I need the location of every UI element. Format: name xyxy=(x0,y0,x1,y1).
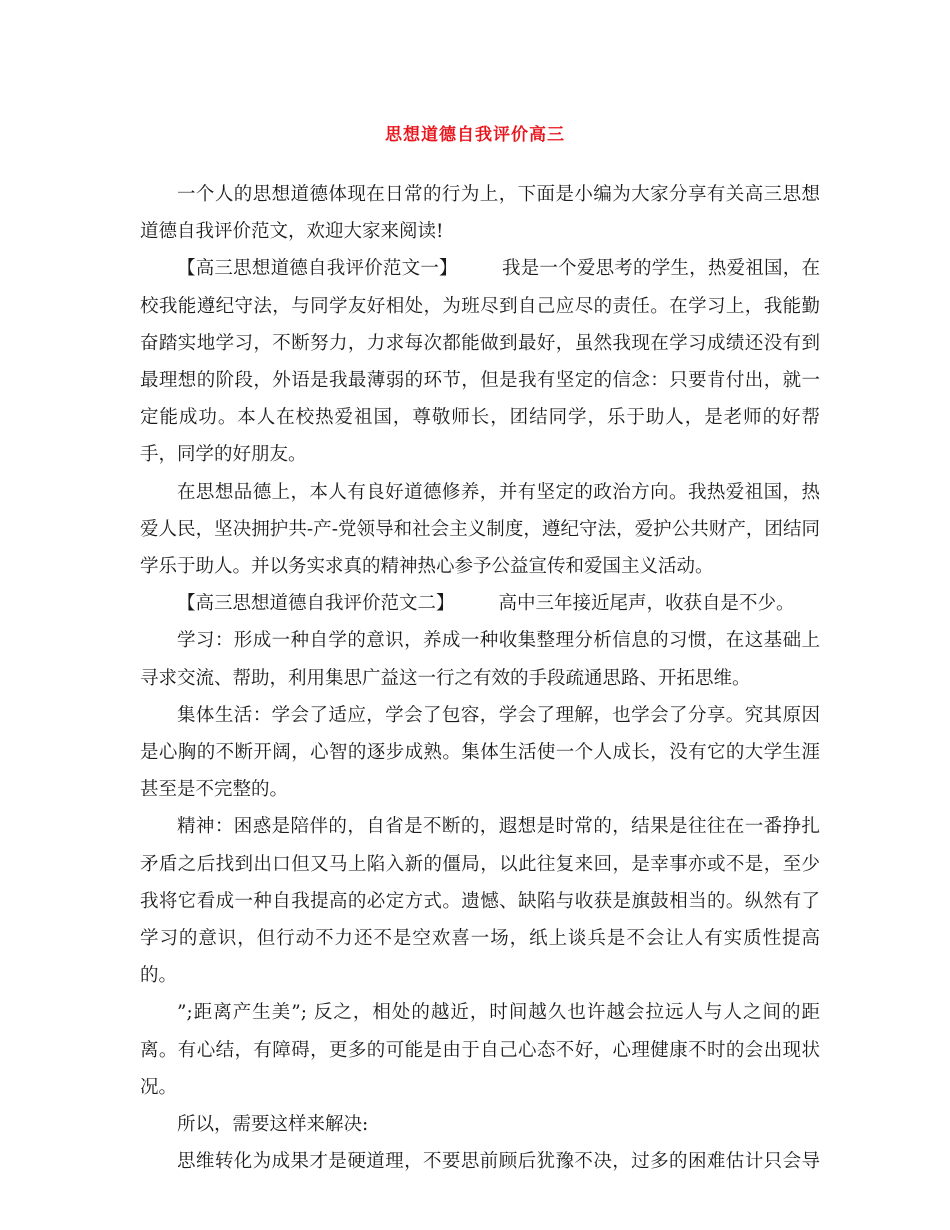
distance-paragraph: ”;距离产生美”; 反之，相处的越近，时间越久也许越会拉远人与人之间的距离。有心结，有障碍，更多的可能是由于自己心态不好，心理健康不时的会出现状况。 xyxy=(140,1002,820,1098)
document-body xyxy=(140,176,820,1180)
spirit-paragraph: 精神：困惑是陪伴的，自省是不断的，遐想是时常的，结果是往往在一番挣扎矛盾之后找到出口但又马上陷入新的僵局，以此往复来回，是幸事亦或不是，至少我将它看成一种自我提高的必定方式。遗憾、缺陷与收获是旗鼓相当的。纵然有了学习的意识，但行动不力还不是空欢喜一场，纸上谈兵是不会让人有实质性提高的。 xyxy=(140,816,820,987)
sample1-paragraph xyxy=(140,250,820,473)
sample2-text: 高中三年接近尾声，收获自是不少。 xyxy=(498,593,795,615)
ideology-paragraph: 在思想品德上，本人有良好道德修养，并有坚定的政治方向。我热爱祖国，热爱人民，坚决拥护共-产-党领导和社会主义制度，遵纪守法，爱护公共财产，团结同学乐于助人。并以务实求真的精神热心参予公益宣传和爱国主义活动。 xyxy=(140,481,820,578)
intro-paragraph: 一个人的思想道德体现在日常的行为上，下面是小编为大家分享有关高三思想道德自我评价范文，欢迎大家来阅读! xyxy=(140,184,820,243)
last-paragraph: 思维转化为成果才是硬道理，不要思前顾后犹豫不决，过多的困难估计只会导 xyxy=(177,1151,820,1173)
study-paragraph: 学习：形成一种自学的意识，养成一种收集整理分析信息的习惯，在这基础上寻求交流、帮助，利用集思广益这一行之有效的手段疏通思路、开拓思维。 xyxy=(140,630,820,689)
sample1-text: 我是一个爱思考的学生，热爱祖国，在校我能遵纪守法，与同学友好相处，为班尽到自己应尽的责任。在学习上，我能勤奋踏实地学习，不断努力，力求每次都能做到最好，虽然我现在学习成绩还没有到最理想的阶段，外语是我最薄弱的环节，但是我有坚定的信念：只要肯付出，就一定能成功。本人在校热爱祖国，尊敬师长，团结同学，乐于助人，是老师的好帮手，同学的好朋友。 xyxy=(140,258,820,466)
document-title: 思想道德自我评价高三 xyxy=(385,125,565,145)
sample2-heading: 【高三思想道德自我评价范文二】 xyxy=(177,593,455,615)
sample1-heading: 【高三思想道德自我评价范文一】 xyxy=(177,258,458,280)
solve-paragraph: 所以，需要这样来解决: xyxy=(177,1114,369,1136)
sample2-paragraph xyxy=(140,585,820,622)
collective-paragraph: 集体生活：学会了适应，学会了包容，学会了理解，也学会了分享。究其原因是心胸的不断开阔，心智的逐步成熟。集体生活使一个人成长，没有它的大学生涯甚至是不完整的。 xyxy=(140,704,820,801)
